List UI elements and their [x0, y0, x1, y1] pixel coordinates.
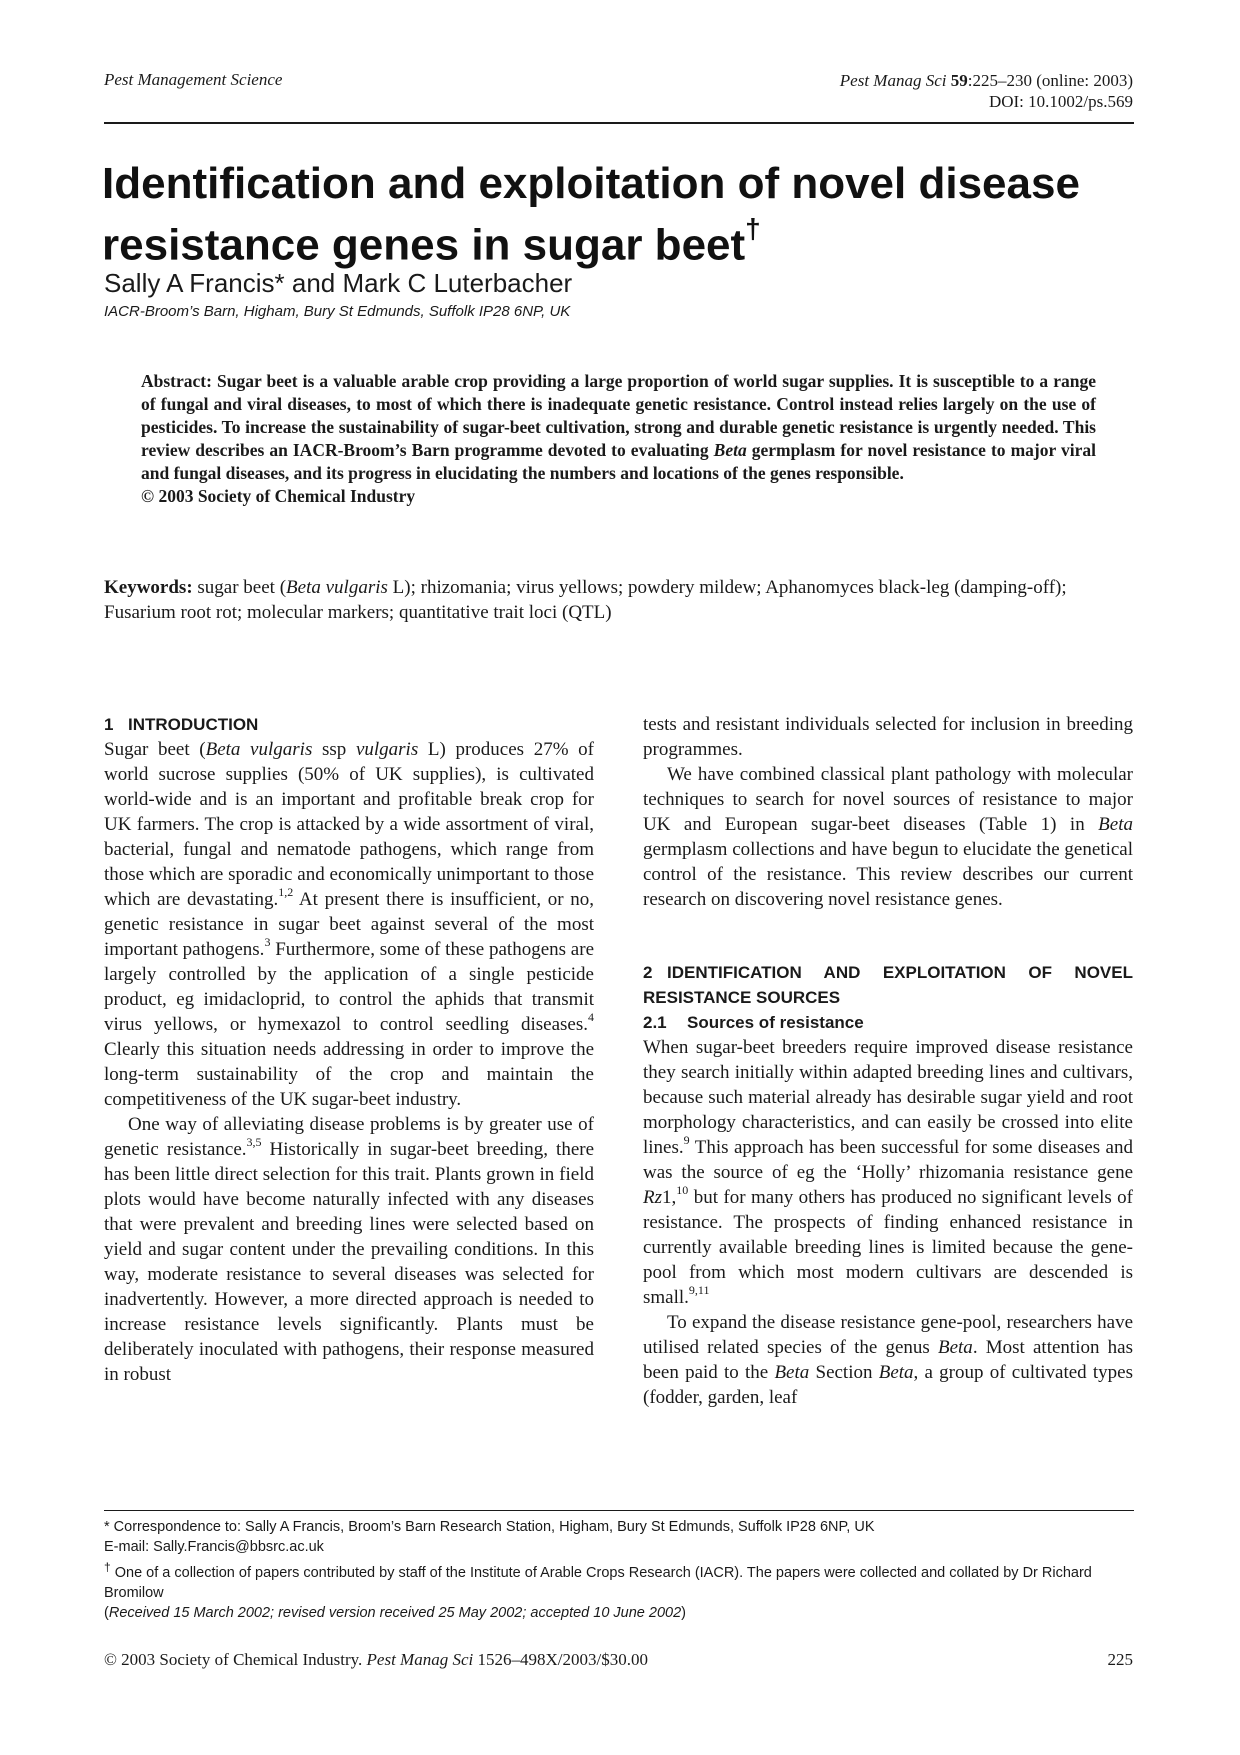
sources-paragraph-2: To expand the disease resistance gene-pool, researchers have utilised related species of the genus Beta. Most attention has been paid to the Beta Section Beta, a group of cultivated types (fodder, garden, leaf	[643, 1312, 1133, 1408]
authors: Sally A Francis* and Mark C Luterbacher	[104, 268, 573, 298]
page-footer-left: © 2003 Society of Chemical Industry. Pest Manag Sci 1526–498X/2003/$30.00	[104, 1650, 648, 1669]
footnote-correspondence: * Correspondence to: Sally A Francis, Broom’s Barn Research Station, Higham, Bury St Edmunds, Suffolk IP28 6NP, UK	[104, 1519, 875, 1535]
intro-paragraph-2-cont: tests and resistant individuals selected for inclusion in breeding programmes.	[643, 714, 1133, 760]
keywords-label: Keywords:	[104, 577, 193, 598]
keywords-text-2: L); rhizomania; virus yellows; powdery mildew; Aphanomyces black-leg (damping-off); Fusarium root rot; molecular markers; quantitative trait loci (QTL)	[104, 577, 1067, 623]
title-text: Identification and exploitation of novel disease resistance genes in sugar beet	[102, 159, 1080, 270]
sources-paragraph-1: When sugar-beet breeders require improved disease resistance they search initially within adapted breeding lines and cultivars, because such material already has desirable sugar yield and root morphology characteristics, and can easily be crossed into elite lines.$^9$ This approach has been successful for some diseases and was the source of eg the ‘Holly’ rhizomania resistance gene Rz1,10 but for many others has produced no significant levels of resistance. The prospects of finding enhanced resistance in currently available breeding lines is limited because the gene-pool from which most modern cultivars are descended is small.$^{9,11}$	[643, 1037, 1134, 1308]
doi: DOI: 10.1002/ps.569	[988, 92, 1133, 111]
keywords-text-1: sugar beet (	[197, 577, 287, 598]
section-heading-1: 1 INTRODUCTION	[104, 715, 259, 734]
title-dagger: †	[745, 213, 761, 244]
left-column	[104, 712, 594, 1387]
citation-volume: 59	[950, 71, 968, 90]
intro-paragraph-3: We have combined classical plant pathology with molecular techniques to search for novel sources of resistance to major UK and European sugar-beet diseases (Table 1) in Beta germplasm collections and have begun to elucidate the genetical control of the resistance. This review describes our current research on discovering novel resistance genes.	[643, 764, 1133, 910]
footnote-rule	[104, 1510, 1134, 1511]
footnotes	[104, 1517, 1134, 1623]
abstract-copyright: © 2003 Society of Chemical Industry	[141, 486, 416, 506]
keywords-italic: Beta vulgaris	[286, 577, 388, 598]
citation-block	[840, 70, 1133, 112]
abstract-italic-beta: Beta	[713, 440, 747, 460]
citation-journal: Pest Manag Sci	[839, 71, 947, 90]
abstract-label: Abstract:	[141, 371, 212, 391]
subsection-heading-2-1: 2.1 Sources of resistance	[643, 1013, 864, 1032]
intro-paragraph-2: One way of alleviating disease problems is by greater use of genetic resistance.$^{3,5}$ Historically in sugar-beet breeding, there has been little direct selection for this trait. Plants grown in field plots would have become naturally infected with any diseases that were prevalent and breeding lines were selected based on yield and sugar content under the prevailing conditions. In this way, moderate resistance to several diseases was selected for inadvertently. However, a more directed approach is needed to increase resistance levels significantly. Plants must be deliberately inoculated with pathogens, their response measured in robust	[104, 1114, 595, 1385]
page-number: 225	[1107, 1650, 1133, 1669]
footnote-dagger: † One of a collection of papers contributed by staff of the Institute of Arable Crops Research (IACR). The papers were collected and collated by Dr Richard Bromilow	[104, 1560, 1092, 1601]
article-title	[102, 158, 1142, 271]
abstract	[141, 370, 1096, 508]
section-gap	[643, 912, 1133, 960]
footnote-email: E-mail: Sally.Francis@bbsrc.ac.uk	[104, 1539, 324, 1555]
keywords	[104, 575, 1134, 625]
intro-paragraph-1: Sugar beet (Beta vulgaris ssp vulgaris L) produces 27% of world sucrose supplies (50% of UK supplies), is cultivated world-wide and is an important and profitable break crop for UK farmers. The crop is attacked by a wide assortment of viral, bacterial, fungal and nematode pathogens, which range from those which are sporadic and economically unimportant to those which are devastating.$^{1,2}$ At present there is insufficient, or no, genetic resistance in sugar beet against several of the most important pathogens.$^3$ Furthermore, some of these pathogens are largely controlled by the application of a single pesticide product, eg imidacloprid, to control the aphids that transmit virus yellows, or hymexazol to control seedling diseases.$^4$ Clearly this situation needs addressing in order to improve the long-term sustainability of the crop and maintain the competitiveness of the UK sugar-beet industry.	[104, 739, 595, 1110]
abstract-text-2: germplasm for novel resistance to major viral and fungal diseases, and its progress in elucidating the numbers and locations of the genes responsible.	[141, 440, 1096, 483]
journal-name: Pest Management Science	[104, 70, 283, 89]
footnote-received: (Received 15 March 2002; revised version received 25 May 2002; accepted 10 June 2002)	[104, 1604, 686, 1621]
section-heading-2: 2 IDENTIFICATION AND EXPLOITATION OF NOVEL RESISTANCE SOURCES	[643, 963, 1133, 1007]
header-rule	[104, 122, 1134, 124]
citation-line	[840, 70, 1133, 91]
affiliation: IACR-Broom’s Barn, Higham, Bury St Edmunds, Suffolk IP28 6NP, UK	[104, 303, 571, 320]
citation-pages: :225–230 (online: 2003)	[967, 71, 1133, 90]
abstract-text-1: Sugar beet is a valuable arable crop providing a large proportion of world sugar supplies. It is susceptible to a range of fungal and viral diseases, to most of which there is inadequate genetic resistance. Control instead relies largely on the use of pesticides. To increase the sustainability of sugar-beet cultivation, strong and durable genetic resistance is urgently needed. This review describes an IACR-Broom’s Barn programme devoted to evaluating	[141, 371, 1097, 460]
right-column	[643, 712, 1133, 1410]
